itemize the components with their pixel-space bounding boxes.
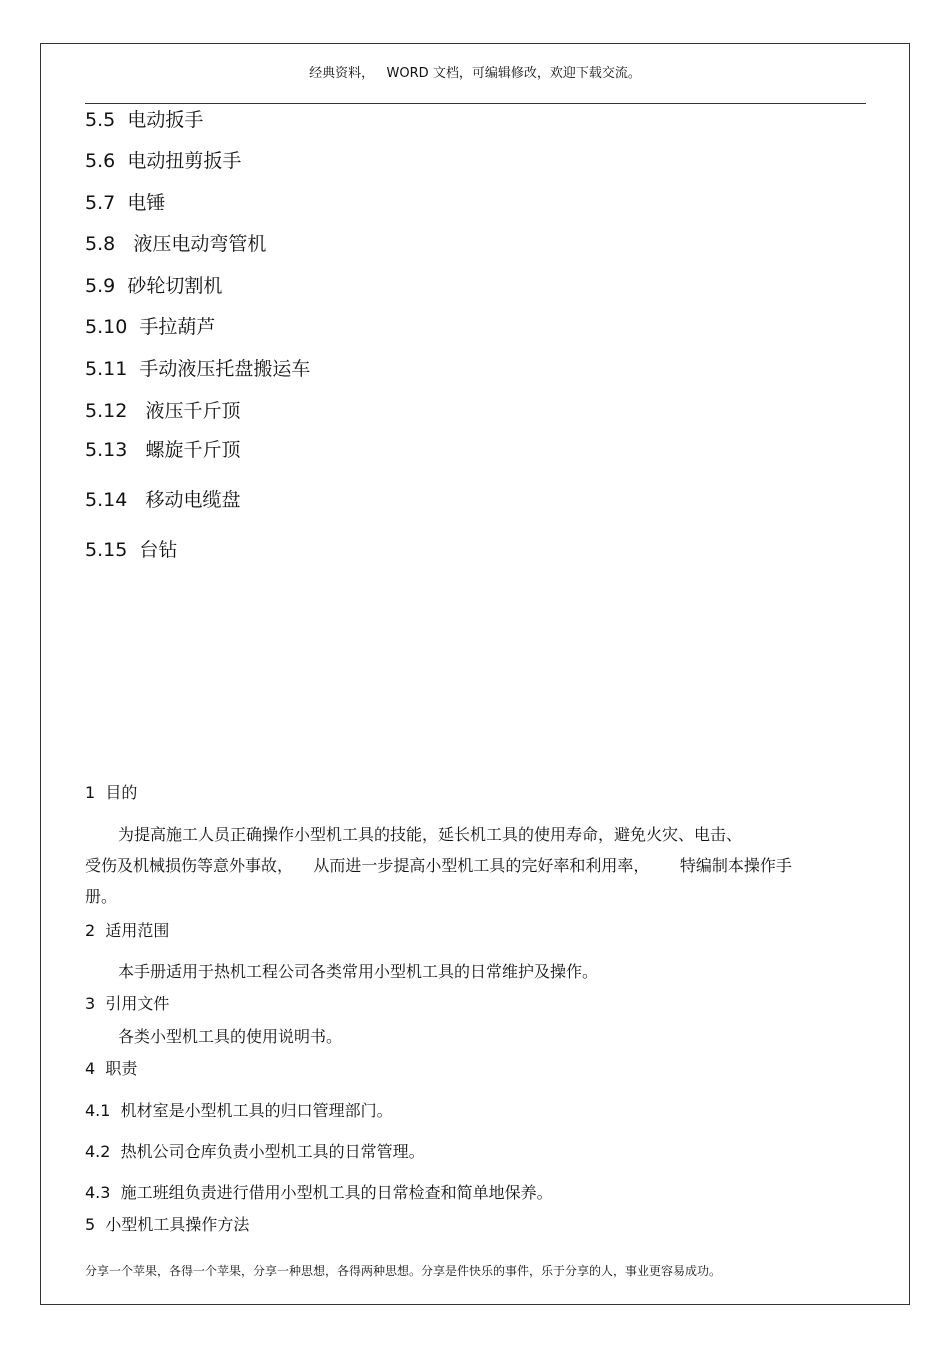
purpose-paragraph — [85, 819, 860, 912]
toc-item — [85, 274, 222, 298]
toc-label: 液压千斤顶 — [139, 400, 241, 422]
toc-item — [85, 438, 240, 462]
toc-item — [85, 357, 310, 381]
references-text: 各类小型机工具的使用说明书。 — [118, 1027, 343, 1046]
toc-number: 5.8 — [85, 233, 116, 255]
toc-number: 5.6 — [85, 150, 116, 172]
toc-item — [85, 399, 240, 423]
responsibility-item: 4.1 机材室是小型机工具的归口管理部门。 — [85, 1101, 393, 1120]
toc-label: 液压电动弯管机 — [127, 233, 267, 255]
scope-text: 本手册适用于热机工程公司各类常用小型机工具的日常维护及操作。 — [118, 962, 599, 981]
section-title-scope: 2 适用范围 — [85, 921, 170, 940]
toc-label: 电动扭剪扳手 — [127, 150, 242, 172]
toc-item — [85, 191, 165, 215]
toc-item — [85, 108, 203, 132]
header-rule — [85, 103, 866, 104]
paragraph-line: 册。 — [85, 887, 118, 906]
toc-label: 手动液压托盘搬运车 — [139, 358, 311, 380]
toc-label: 移动电缆盘 — [139, 489, 241, 511]
page-footer: 分享一个苹果，各得一个苹果，分享一种思想，各得两种思想。分享是件快乐的事件，乐于分享的人，事业更容易成功。 — [85, 1264, 722, 1278]
toc-number: 5.13 — [85, 439, 128, 461]
responsibility-item: 4.2 热机公司仓库负责小型机工具的日常管理。 — [85, 1142, 425, 1161]
toc-item — [85, 232, 266, 256]
page-header: 经典资料， WORD 文档，可编辑修改，欢迎下载交流。 — [309, 66, 641, 81]
toc-number: 5.7 — [85, 192, 116, 214]
toc-number: 5.14 — [85, 489, 128, 511]
section-title-references: 3 引用文件 — [85, 994, 170, 1013]
toc-label: 手拉葫芦 — [139, 316, 216, 338]
toc-item — [85, 538, 177, 562]
toc-number: 5.5 — [85, 109, 116, 131]
toc-number: 5.10 — [85, 316, 128, 338]
toc-item — [85, 149, 241, 173]
toc-number: 5.12 — [85, 400, 128, 422]
paragraph-line: 为提高施工人员正确操作小型机工具的技能，延长机工具的使用寿命，避免火灾、电击、 — [118, 825, 743, 844]
toc-label: 台钻 — [139, 539, 178, 561]
toc-item — [85, 315, 215, 339]
toc-label: 电动扳手 — [127, 109, 204, 131]
toc-label: 砂轮切割机 — [127, 275, 223, 297]
toc-label: 螺旋千斤顶 — [139, 439, 241, 461]
toc-number: 5.11 — [85, 358, 128, 380]
toc-number: 5.9 — [85, 275, 116, 297]
toc-number: 5.15 — [85, 539, 128, 561]
section-title-purpose: 1 目的 — [85, 783, 138, 802]
responsibility-item: 4.3 施工班组负责进行借用小型机工具的日常检查和简单地保养。 — [85, 1183, 553, 1202]
toc-label: 电锤 — [127, 192, 166, 214]
toc-item — [85, 488, 240, 512]
section-title-operation-methods: 5 小型机工具操作方法 — [85, 1215, 250, 1234]
section-title-responsibilities: 4 职责 — [85, 1059, 138, 1078]
paragraph-line: 受伤及机械损伤等意外事故， 从而进一步提高小型机工具的完好率和利用率， 特编制本操作手 — [85, 856, 792, 875]
